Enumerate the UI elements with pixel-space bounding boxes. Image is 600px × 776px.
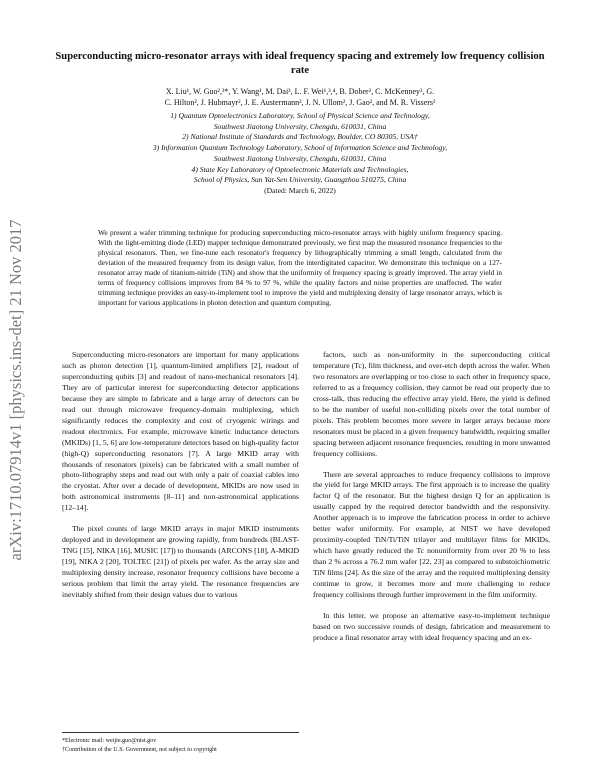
- affiliation-line: 4) State Key Laboratory of Optoelectronic Materials and Technologies,: [191, 164, 409, 174]
- date-line: (Dated: March 6, 2022): [264, 185, 336, 195]
- affiliation-line: 3) Information Quantum Technology Laboratory, School of Information Science and Technology,: [152, 143, 448, 153]
- affiliation-line: 1) Quantum Optoelectronics Laboratory, School of Physical Science and Technology,: [170, 111, 430, 120]
- body-paragraph: In this letter, we propose an alternative easy-to-implement technique based on two successive rounds of design, fabrication and measurement to produce a final resonator array with ideal frequency spacing and an ex-: [313, 610, 550, 642]
- footnote-email: *Electronic mail: weijie.guo@nist.gov: [62, 738, 157, 744]
- body-paragraph: There are several approaches to reduce frequency collisions to improve the yield for large MKID arrays. The first approach is to increase the quality factor Q of the resonator. But the highest design Q for an application is usually capped by the required detector bandwidth and the responsivity. Another approach is to improve the fabrication process in order to achieve better wafer uniformity. For example, at NIST we have developed proximity-coupled TiN/Ti/TiN trilayer and multilayer films for MKIDs, which have greatly reduced the Tc nonuniformity from over 20 % to less than 2 % across a 76.2 mm wafer [22, 23] as compared to substoichiometric TiN films [24]. As the size of the array and the required multiplexing density continue to grow, it becomes more and more challenging to reduce frequency collisions through further improvement in the film uniformity.: [313, 469, 550, 600]
- affiliation-line: School of Physics, Sun Yat-Sen University, Guangzhou 510275, China: [193, 175, 407, 185]
- body-paragraph: Superconducting micro-resonators are important for many applications such as photon detection [1], quantum-limited amplifiers [2], readout of superconducting qubits [3] and readout of nano-mechanical resonators [4]. They are of particular interest for superconducting detector applications because they are simple to fabricate and a large array of detectors can be read out through microwave frequency-domain multiplexing, which significantly reduces the complexity and cost of cryogenic wirings and readout electronics. For example, microwave kinetic inductance detectors (MKIDs) [1, 5, 6] are low-temperature detectors based on high-quality factor (high-Q) superconducting resonators [7]. A large MKID array with thousands of resonators (pixels) can be fabricated with a small number of photo-lithography steps and read out with only a pair of coaxial cables into the cryostat. After over a decade of development, MKIDs are now used in both astronomical instruments [8–11] and non-astronomical applications [12–14].: [62, 350, 299, 513]
- body-column-left: [62, 350, 299, 611]
- author-line: X. Liu¹, W. Guo²,³*, Y. Wang¹, M. Dai³, L. F. Wei¹,³,⁴, B. Dober², C. McKenney², G.: [165, 87, 435, 96]
- abstract: We present a wafer trimming technique for producing superconducting micro-resonator arrays with highly uniform frequency spacing. With the light-emitting diode (LED) mapper technique demonstrated previously, we first map the measured resonance frequencies to the physical resonators. Then, we fine-tune each resonator's frequency by lithographically trimming a small length, calculated from the deviation of the measured frequency from its design value, from the interdigitated capacitor. We demonstrate this technique on a 127-resonator array made of titanium-nitride (TiN) and show that the uniformity of frequency spacing is greatly improved. The array yield in terms of frequency collisions improves from 84 % to 97 %, while the quality factors and noise properties are unaffected. The wafer trimming technique provides an easy-to-implement tool to improve the yield and multiplexing density of large resonator arrays, which is important for various applications in photon detection and quantum computing.: [98, 228, 502, 307]
- body-paragraph: The pixel counts of large MKID arrays in major MKID instruments deployed and in development are growing rapidly, from hundreds (BLAST-TNG [15], NIKA [16], MUSIC [17]) to thousands (ARCONS [18], A-MKID [19], NIKA 2 [20], TOLTEC [21]) of pixels per wafer. As the array size and multiplexing density increase, resonator frequency collisions have become a serious problem that limit the array yield. The resonance frequencies are inevitably shifted from their design values due to various: [62, 524, 299, 600]
- arxiv-identifier: [2, 200, 30, 580]
- body-column-right: [313, 350, 550, 654]
- footnotes: [62, 732, 299, 755]
- body-paragraph: factors, such as non-uniformity in the superconducting critical temperature (Tc), film thickness, and over-etch depth across the wafer. When two resonators are overlapping or too close to each other in frequency space, referred to as a frequency collision, they cannot be read out properly due to cross-talk, thus reducing the effective array yield. Here, the yield is defined to be the number of useful non-colliding pixels over the total number of pixels. This problem becomes more severe in larger arrays because more resonators must be placed in a given frequency bandwidth, requiring smaller spacing between adjacent resonance frequencies, resulting in more unwanted frequency collisions.: [313, 350, 550, 458]
- arxiv-identifier-text: arXiv:1710.07914v1 [physics.ins-det] 21 Nov 2017: [6, 219, 25, 561]
- affiliation-line: Southwest Jiaotong University, Chengdu, 610031, China: [213, 153, 387, 163]
- author-line: C. Hilton², J. Hubmayr², J. E. Austermann², J. N. Ullom², J. Gao², and M. R. Vissers²: [164, 97, 436, 107]
- footnote-copyright: †Contribution of the U.S. Government, not subject to copyright: [62, 747, 217, 753]
- affiliation-line: Southwest Jiaotong University, Chengdu, 610031, China: [213, 121, 387, 131]
- affiliations: [60, 111, 540, 197]
- affiliation-line: 2) National Institute of Standards and Technology, Boulder, CO 80305, USA†: [182, 132, 418, 142]
- paper-title: Superconducting micro-resonator arrays with ideal frequency spacing and extremely low frequency collision rate: [55, 51, 545, 76]
- author-list: [60, 87, 540, 109]
